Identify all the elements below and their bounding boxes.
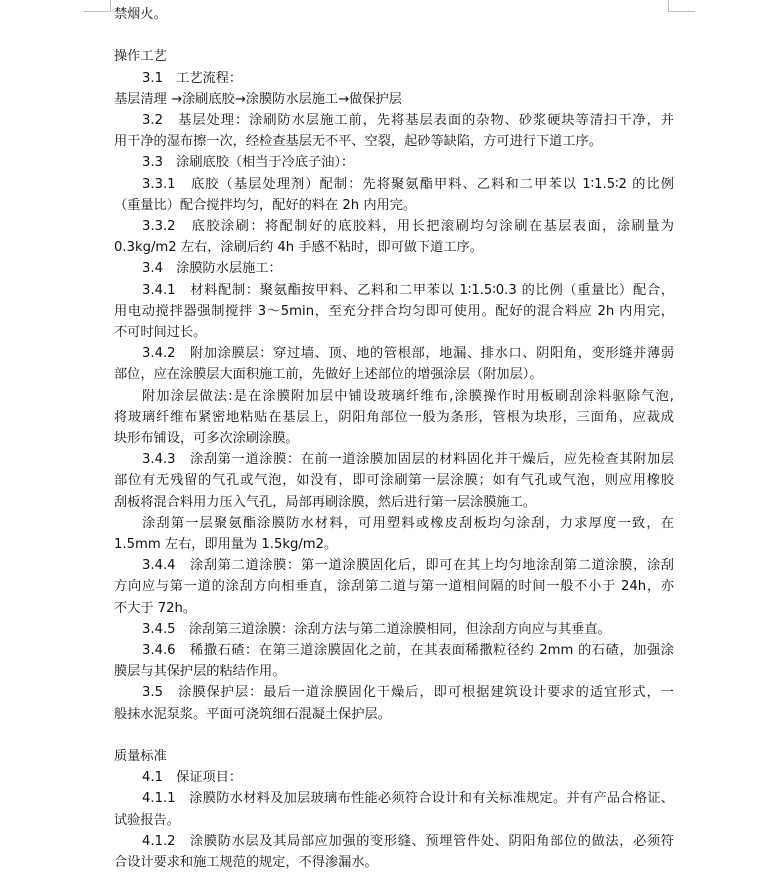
text-line: 3.4.5 涂刮第三道涂膜：涂刮方法与第二道涂膜相同，但涂刮方向应与其垂直。 [142, 621, 611, 637]
text-line: 1.5mm 左右，即用量为 1.5kg/m2。 [114, 537, 338, 552]
text-line: 3.3.1 底胶（基层处理剂）配制：先将聚氨酯甲料、乙料和二甲苯以 1∶1.5∶2 的比例 [142, 176, 674, 192]
text-line: 方向应与第一道的涂刮方向相垂直，涂刮第二道与第一道相间隔的时间一般不小于 24h，亦 [114, 579, 674, 595]
text-line: 3.3.2 底胶涂刷：将配制好的底胶料，用长把滚刷均匀涂刷在基层表面，涂刷量为 [142, 219, 674, 234]
text-line: 部位有无残留的气孔或气泡，如没有，即可涂刷第一层涂膜；如有气孔或气泡，则应用橡胶 [114, 473, 674, 489]
text-line: 操作工艺 [114, 49, 167, 65]
text-line: 4.1.1 涂膜防水材料及加层玻璃布性能必须符合设计和有关标准规定。并有产品合格证、 [142, 791, 674, 807]
text-line: 用电动搅拌器强制搅拌 3～5min，至充分拌合均匀即可使用。配好的混合料应 2h 内用完， [114, 303, 674, 319]
text-line: 刮板将混合料用力压入气孔，局部再刷涂膜，然后进行第一层涂膜施工。 [114, 494, 536, 510]
text-line: 块形布铺设，可多次涂刷涂膜。 [114, 431, 299, 446]
text-line: 3.4.4 涂刮第二道涂膜：第一道涂膜固化后，即可在其上均匀地涂刮第二道涂膜，涂刮 [142, 558, 674, 574]
text-line: 4.1 保证项目： [142, 770, 243, 786]
text-line: 部位，应在涂膜层大面积施工前，先做好上述部位的增强涂层（附加层）。 [114, 367, 543, 383]
text-line: 膜层与其保护层的粘结作用。 [114, 664, 286, 680]
text-line: 用干净的湿布擦一次，经检查基层无不平、空裂，起砂等缺陷，方可进行下道工序。 [114, 134, 602, 150]
text-line: 不可时间过长。 [114, 325, 207, 340]
text-line: 0.3kg/m2 左右，涂刷后约 4h 手感不粘时，即可做下道工序。 [114, 240, 483, 256]
text-line: 禁烟火。 [114, 7, 167, 22]
text-line: 3.4.1 材料配制：聚氨酯按甲料、乙料和二甲苯以 1∶1.5∶0.3 的比例（重量比）配合， [142, 282, 674, 298]
text-line: 涂刮第一层聚氨酯涂膜防水材料，可用塑料或橡皮刮板均匀涂刮，力求厚度一致，在 [142, 515, 674, 531]
text-line: 般抹水泥泵浆。平面可浇筑细石混凝土保护层。 [114, 706, 391, 722]
page-corner-mark-left [84, 0, 111, 12]
text-line: 3.4.2 附加涂膜层：穿过墙、顶、地的管根部，地漏、排水口、阴阳角，变形缝并薄弱 [142, 346, 674, 362]
text-line: 3.4 涂膜防水层施工： [142, 261, 282, 277]
text-line: （重量比）配合搅拌均匀，配好的料在 2h 内用完。 [114, 197, 417, 213]
text-line: 3.4.3 涂刮第一道涂膜：在前一道涂膜加固层的材料固化并干燥后，应先检查其附加层 [142, 452, 674, 468]
text-line: 将玻璃纤维布紧密地粘贴在基层上，阴阳角部位一般为条形，管根为块形，三面角，应裁成 [114, 409, 674, 425]
text-line: 不大于 72h。 [114, 600, 197, 616]
text-line: 3.5 涂膜保护层：最后一道涂膜固化干燥后，即可根据建筑设计要求的适宜形式，一 [142, 685, 674, 701]
text-line: 3.1 工艺流程： [142, 70, 243, 86]
text-line: 合设计要求和施工规范的规定，不得渗漏水。 [114, 855, 378, 870]
text-line: 4.1.2 涂膜防水层及其局部应加强的变形缝、预埋管件处、阴阳角部位的做法，必须符 [142, 833, 674, 849]
text-line: 质量标准 [114, 749, 167, 764]
text-line: 附加涂层做法:是在涂膜附加层中铺设玻璃纤维布,涂膜操作时用板刷刮涂料驱除气泡, [142, 388, 674, 404]
text-line: 3.3 涂刷底胶（相当于冷底子油）： [142, 155, 355, 171]
text-line: 3.2 基层处理：涂刷防水层施工前，先将基层表面的杂物、砂浆硬块等清扫干净，并 [142, 113, 674, 128]
text-line: 试验报告。 [114, 812, 180, 828]
text-line: 3.4.6 稀撒石碴：在第三道涂膜固化之前，在其表面稀撒粒径约 2mm 的石碴，加强涂 [142, 643, 674, 658]
text-line: 基层清理 →涂刷底胶→涂膜防水层施工→做保护层 [114, 91, 402, 107]
